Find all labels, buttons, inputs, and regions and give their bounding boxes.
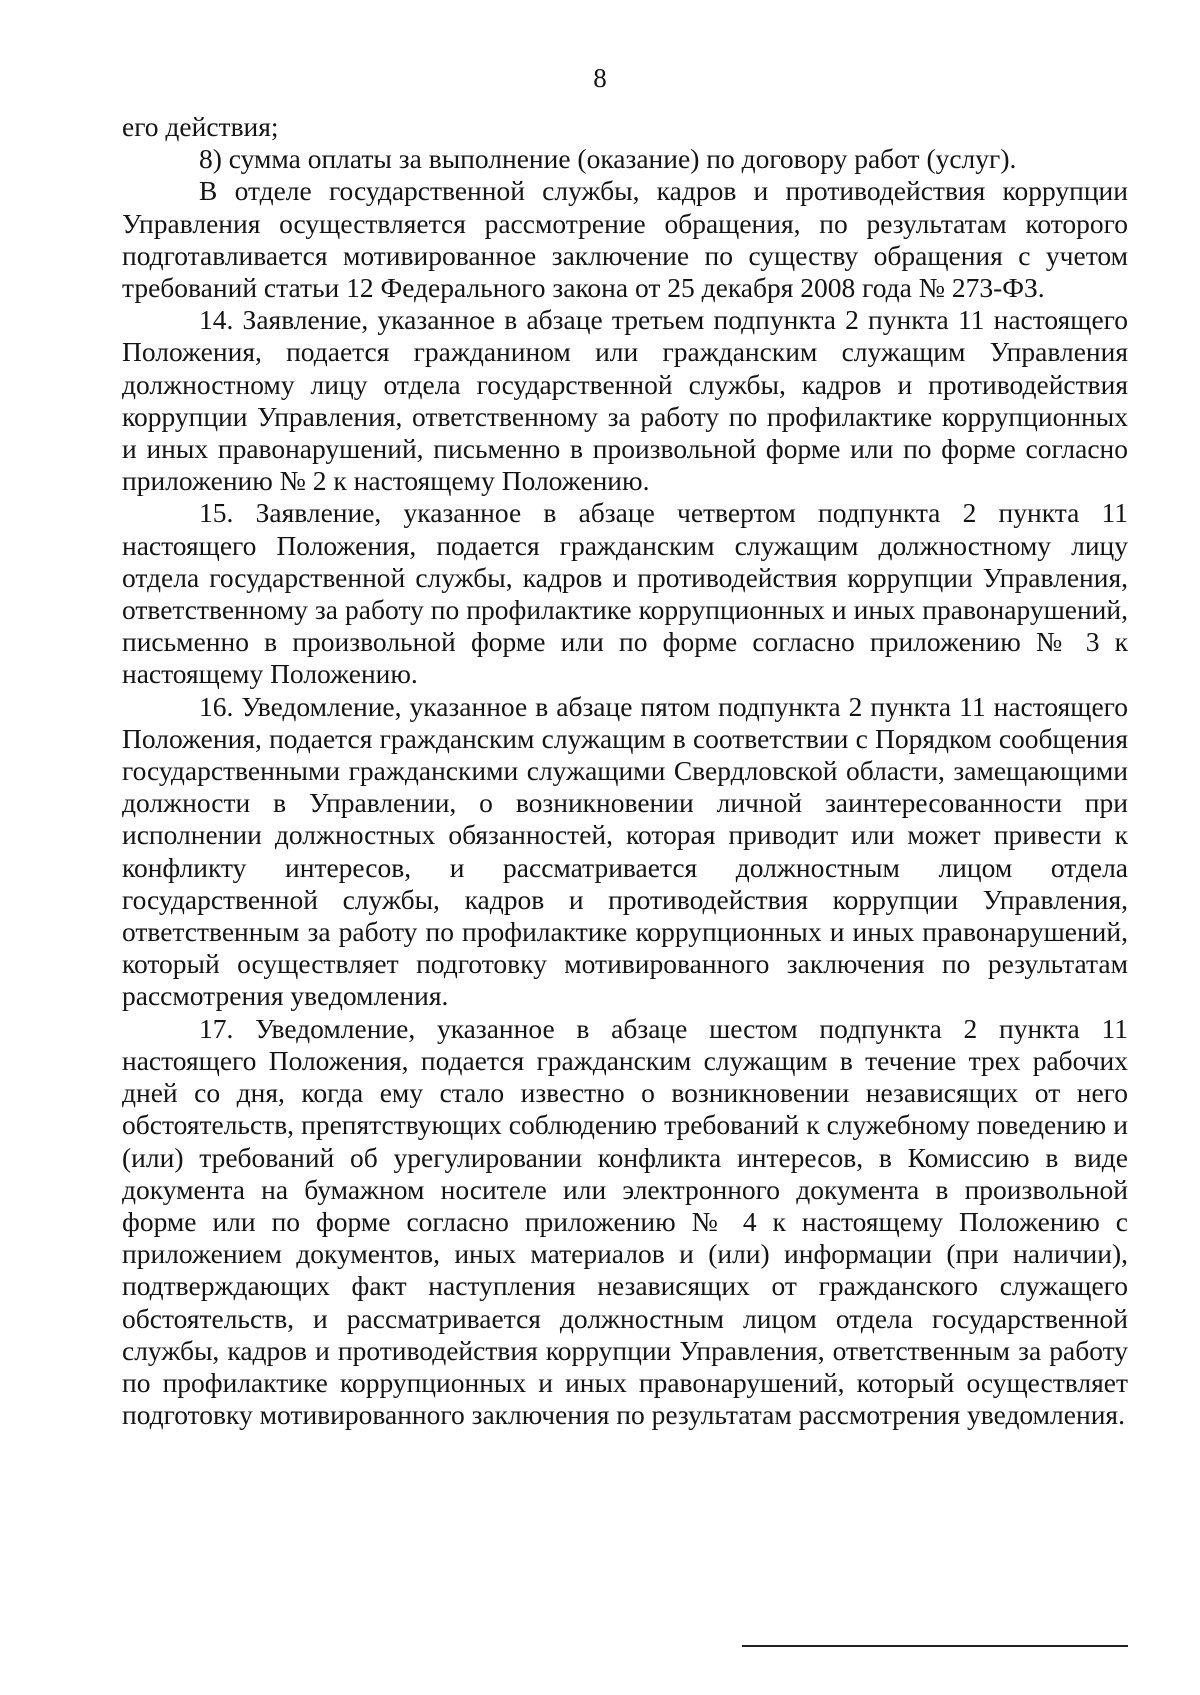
paragraph-item-8: 8) сумма оплаты за выполнение (оказание) по договору работ (услуг). — [199, 143, 1017, 175]
paragraph-clause-14: 14. Заявление, указанное в абзаце третьем подпункта 2 пункта 11 настоящего Положения, подается гражданином или гражданским служащим Управления должностному лицу отдела государственной службы, кадров и противодействия коррупции Управления, ответственному за работу по профилактике коррупционных и иных правонарушений, письменно в произвольной форме или по форме согласно приложению № 2 к настоящему Положению. — [122, 304, 1128, 497]
paragraph-department-review: В отделе государственной службы, кадров и противодействия коррупции Управления осуществляется рассмотрение обращения, по результатам которого подготавливается мотивированное заключение по существу обращения с учетом требований статьи 12 Федерального закона от 25 декабря 2008 года № 273-ФЗ. — [122, 175, 1128, 304]
document-body — [122, 111, 1128, 1431]
paragraph-clause-16: 16. Уведомление, указанное в абзаце пятом подпункта 2 пункта 11 настоящего Положения, подается гражданским служащим в соответствии с Порядком сообщения государственными гражданскими служащими Свердловской области, замещающими должности в Управлении, о возникновении личной заинтересованности при исполнении должностных обязанностей, которая приводит или может привести к конфликту интересов, и рассматривается должностным лицом отдела государственной службы, кадров и противодействия коррупции Управления, ответственным за работу по профилактике коррупционных и иных правонарушений, который осуществляет подготовку мотивированного заключения по результатам рассмотрения уведомления. — [122, 690, 1128, 1012]
paragraph-continuation: его действия; — [122, 111, 279, 142]
page-number: 8 — [593, 63, 607, 93]
paragraph-clause-17: 17. Уведомление, указанное в абзаце шестом подпункта 2 пункта 11 настоящего Положения, подается гражданским служащим в течение трех рабочих дней со дня, когда ему стало известно о возникновении независящих от него обстоятельств, препятствующих соблюдению требований к служебному поведению и (или) требований об урегулировании конфликта интересов, в Комиссию в виде документа на бумажном носителе или электронного документа в произвольной форме или по форме согласно приложению № 4 к настоящему Положению с приложением документов, иных материалов и (или) информации (при наличии), подтверждающих факт наступления независящих от гражданского служащего обстоятельств, и рассматривается должностным лицом отдела государственной службы, кадров и противодействия коррупции Управления, ответственным за работу по профилактике коррупционных и иных правонарушений, который осуществляет подготовку мотивированного заключения по результатам рассмотрения уведомления. — [122, 1012, 1128, 1431]
paragraph-clause-15: 15. Заявление, указанное в абзаце четвертом подпункта 2 пункта 11 настоящего Положения, подается гражданским служащим должностному лицу отдела государственной службы, кадров и противодействия коррупции Управления, ответственному за работу по профилактике коррупционных и иных правонарушений, письменно в произвольной форме или по форме согласно приложению № 3 к настоящему Положению. — [122, 497, 1128, 690]
footer-rule — [742, 1645, 1128, 1647]
